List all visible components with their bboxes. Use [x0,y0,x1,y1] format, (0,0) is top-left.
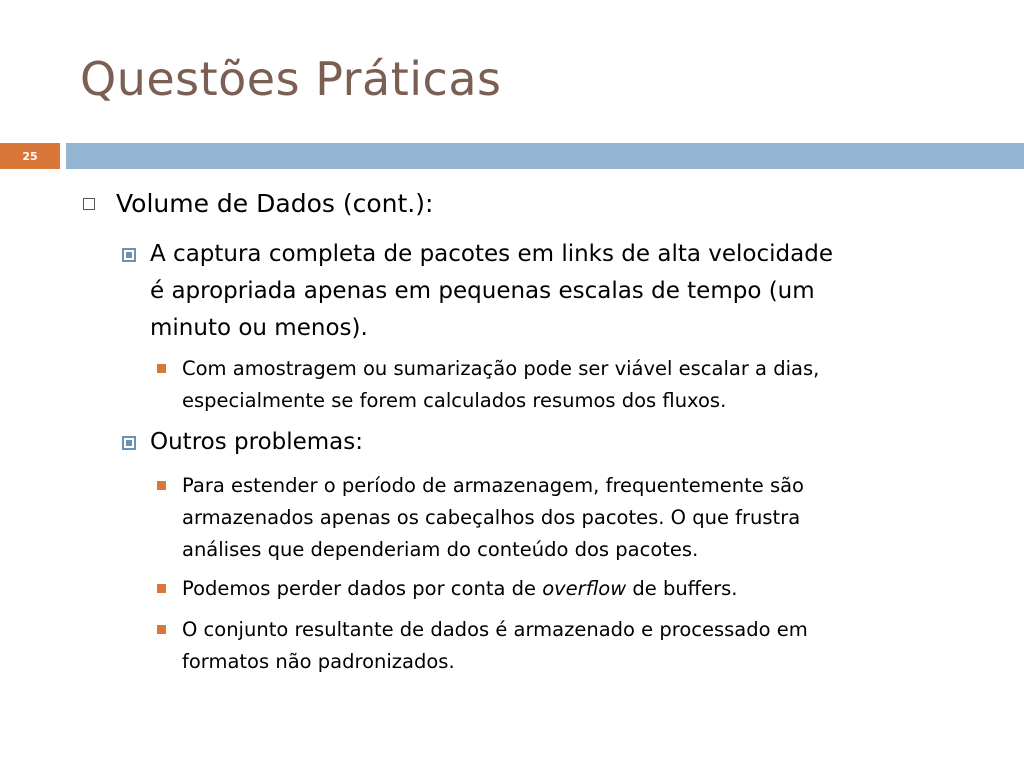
square-bullet-icon [122,248,136,262]
point2-sub1-line: armazenados apenas os cabeçalhos dos pacotes. O que frustra [182,506,801,529]
point2-sub1-line: Para estender o período de armazenagem, frequentemente são [182,474,804,497]
overflow-emphasis: overflow [542,577,627,600]
small-square-bullet-icon [157,584,166,593]
point1-sub1-line: especialmente se forem calculados resumos dos fluxos. [182,389,727,412]
point2-sub3-line: O conjunto resultante de dados é armazenado e processado em [182,618,808,641]
hollow-square-bullet-icon [83,198,95,210]
point1-sub1-line: Com amostragem ou sumarização pode ser viável escalar a dias, [182,357,820,380]
sub2-text-after: de buffers. [626,577,738,600]
point1-line: é apropriada apenas em pequenas escalas de tempo (um [150,278,815,304]
point2-label: Outros problemas: [150,429,364,455]
point2-sub3-line: formatos não padronizados. [182,650,455,673]
point1-line: minuto ou menos). [150,315,368,341]
slide-title: Questões Práticas [80,52,502,106]
heading-bullet-text: Volume de Dados (cont.): [116,189,434,218]
point2-sub2-line [182,573,738,605]
point2-sub1-line: análises que dependeriam do conteúdo dos pacotes. [182,538,699,561]
point1-line: A captura completa de pacotes em links de alta velocidade [150,241,833,267]
small-square-bullet-icon [157,625,166,634]
small-square-bullet-icon [157,364,166,373]
sub2-text-before: Podemos perder dados por conta de [182,577,543,600]
slide-number: 25 [0,143,60,169]
small-square-bullet-icon [157,481,166,490]
square-bullet-icon [122,436,136,450]
header-band [66,143,1024,169]
